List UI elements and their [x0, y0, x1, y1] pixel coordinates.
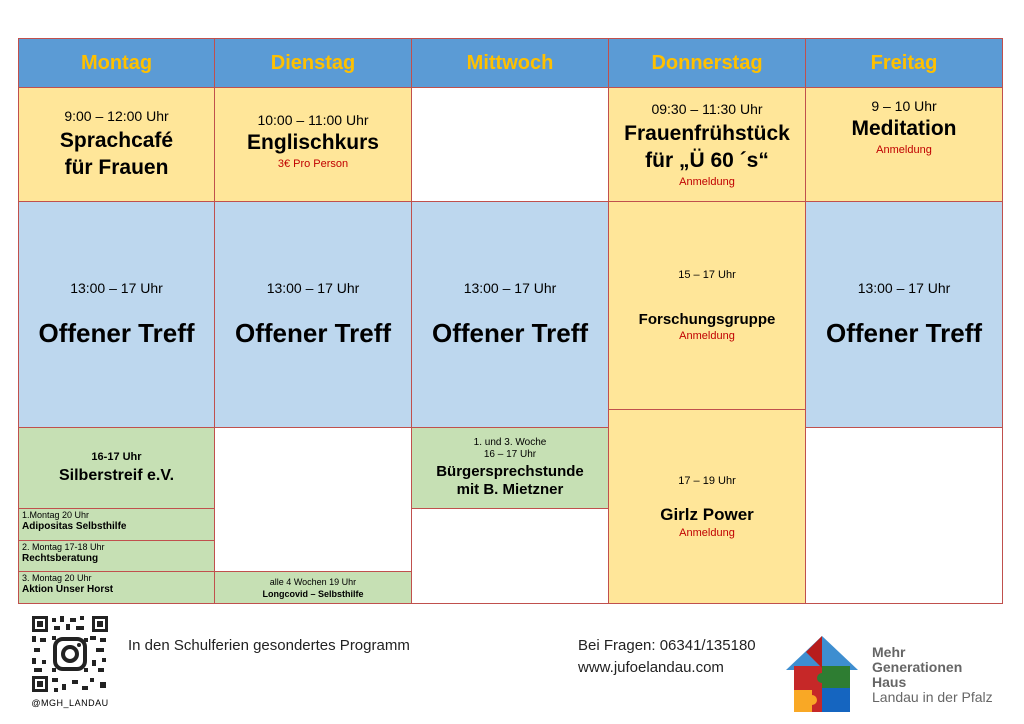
event-note: Anmeldung: [876, 144, 932, 157]
event-title: für „Ü 60 ´s“: [645, 148, 769, 172]
day-label: Donnerstag: [651, 51, 763, 74]
event-time: 9 – 10 Uhr: [871, 98, 937, 114]
event-offener-treff-tue: [214, 201, 412, 428]
event-time: 16-17 Uhr: [91, 451, 142, 463]
event-time: 13:00 – 17 Uhr: [266, 280, 360, 296]
event-title: Offener Treff: [38, 318, 195, 348]
event-note: Anmeldung: [679, 330, 735, 342]
qr-code-graphic: [30, 614, 110, 694]
event-offener-treff-fri: [805, 201, 1003, 428]
event-title: Silberstreif e.V.: [58, 467, 175, 484]
empty-cell: [214, 427, 412, 572]
qr-code: [30, 614, 110, 694]
event-sprachcafe: [18, 87, 215, 202]
event-title: Rechtsberatung: [22, 553, 99, 564]
logo-line: Haus: [872, 674, 907, 690]
house-puzzle-icon: [782, 632, 862, 716]
event-englischkurs: [214, 87, 412, 202]
event-title: Offener Treff: [234, 318, 392, 348]
logo-line: Landau in der Pfalz: [872, 689, 993, 705]
event-time: alle 4 Wochen 19 Uhr: [269, 576, 357, 587]
holiday-note: In den Schulferien gesondertes Programm: [128, 637, 410, 654]
event-title: Forschungsgruppe: [638, 311, 776, 328]
sub-event-aktion-unser-horst: [18, 571, 215, 604]
day-label: Mittwoch: [466, 51, 554, 74]
event-title: Offener Treff: [431, 318, 589, 348]
logo-line: Mehr: [872, 644, 906, 660]
header-mittwoch: [411, 38, 609, 88]
event-offener-treff-mon: [18, 201, 215, 428]
day-label: Freitag: [870, 51, 938, 74]
header-donnerstag: [608, 38, 806, 88]
empty-cell: [411, 87, 609, 202]
sub-event-longcovid: [214, 571, 412, 604]
event-time: 17 – 19 Uhr: [678, 474, 736, 487]
event-girlz-power: [608, 409, 806, 604]
event-time: 13:00 – 17 Uhr: [463, 280, 557, 296]
sub-event-rechtsberatung: [18, 540, 215, 572]
mgh-logo: [782, 632, 862, 716]
event-time: 09:30 – 11:30 Uhr: [651, 101, 763, 118]
event-week: 1. und 3. Woche: [473, 437, 547, 448]
event-title: Girlz Power: [660, 504, 754, 524]
event-title: für Frauen: [64, 155, 169, 179]
event-note: Anmeldung: [679, 526, 735, 539]
logo-line: Generationen: [872, 659, 963, 675]
qr-handle: @MGH_LANDAU: [31, 698, 109, 708]
header-montag: [18, 38, 215, 88]
event-note: 3€ Pro Person: [277, 158, 349, 171]
event-title: Bürgersprechstunde: [436, 463, 584, 480]
event-forschungsgruppe: [608, 201, 806, 410]
event-time: 13:00 – 17 Uhr: [70, 280, 163, 296]
day-label: Montag: [80, 51, 153, 74]
event-time: 3. Montag 20 Uhr: [22, 573, 92, 583]
empty-cell: [805, 427, 1003, 604]
event-title: Frauenfrühstück: [624, 122, 790, 146]
header-freitag: [805, 38, 1003, 88]
website-link[interactable]: www.jufoelandau.com: [578, 659, 724, 676]
event-title: Sprachcafé: [59, 129, 174, 153]
event-meditation: [805, 87, 1003, 202]
event-offener-treff-wed: [411, 201, 609, 428]
event-note: Anmeldung: [679, 175, 735, 188]
event-title: mit B. Mietzner: [456, 481, 564, 498]
event-time: 10:00 – 11:00 Uhr: [257, 112, 369, 128]
event-time: 9:00 – 12:00 Uhr: [64, 108, 169, 125]
event-title: Meditation: [851, 117, 957, 140]
event-title: Adipositas Selbsthilfe: [22, 521, 127, 532]
event-time: 1.Montag 20 Uhr: [22, 510, 90, 520]
event-title: Offener Treff: [825, 318, 983, 348]
event-title: Aktion Unser Horst: [22, 584, 114, 595]
event-buergersprechstunde: [411, 427, 609, 509]
event-silberstreif: [18, 427, 215, 509]
event-frauenfruehstueck: [608, 87, 806, 202]
event-time: 13:00 – 17 Uhr: [857, 280, 951, 296]
contact-phone: Bei Fragen: 06341/135180: [578, 637, 756, 654]
logo-text: [872, 645, 993, 705]
event-title: Longcovid – Selbsthilfe: [262, 588, 364, 599]
header-dienstag: [214, 38, 412, 88]
day-label: Dienstag: [270, 51, 356, 74]
empty-cell: [411, 508, 609, 604]
event-time: 15 – 17 Uhr: [678, 269, 736, 281]
sub-event-adipositas: [18, 508, 215, 541]
event-time: 2. Montag 17-18 Uhr: [22, 542, 105, 552]
event-title: Englischkurs: [247, 131, 379, 154]
event-time: 16 – 17 Uhr: [483, 449, 537, 460]
